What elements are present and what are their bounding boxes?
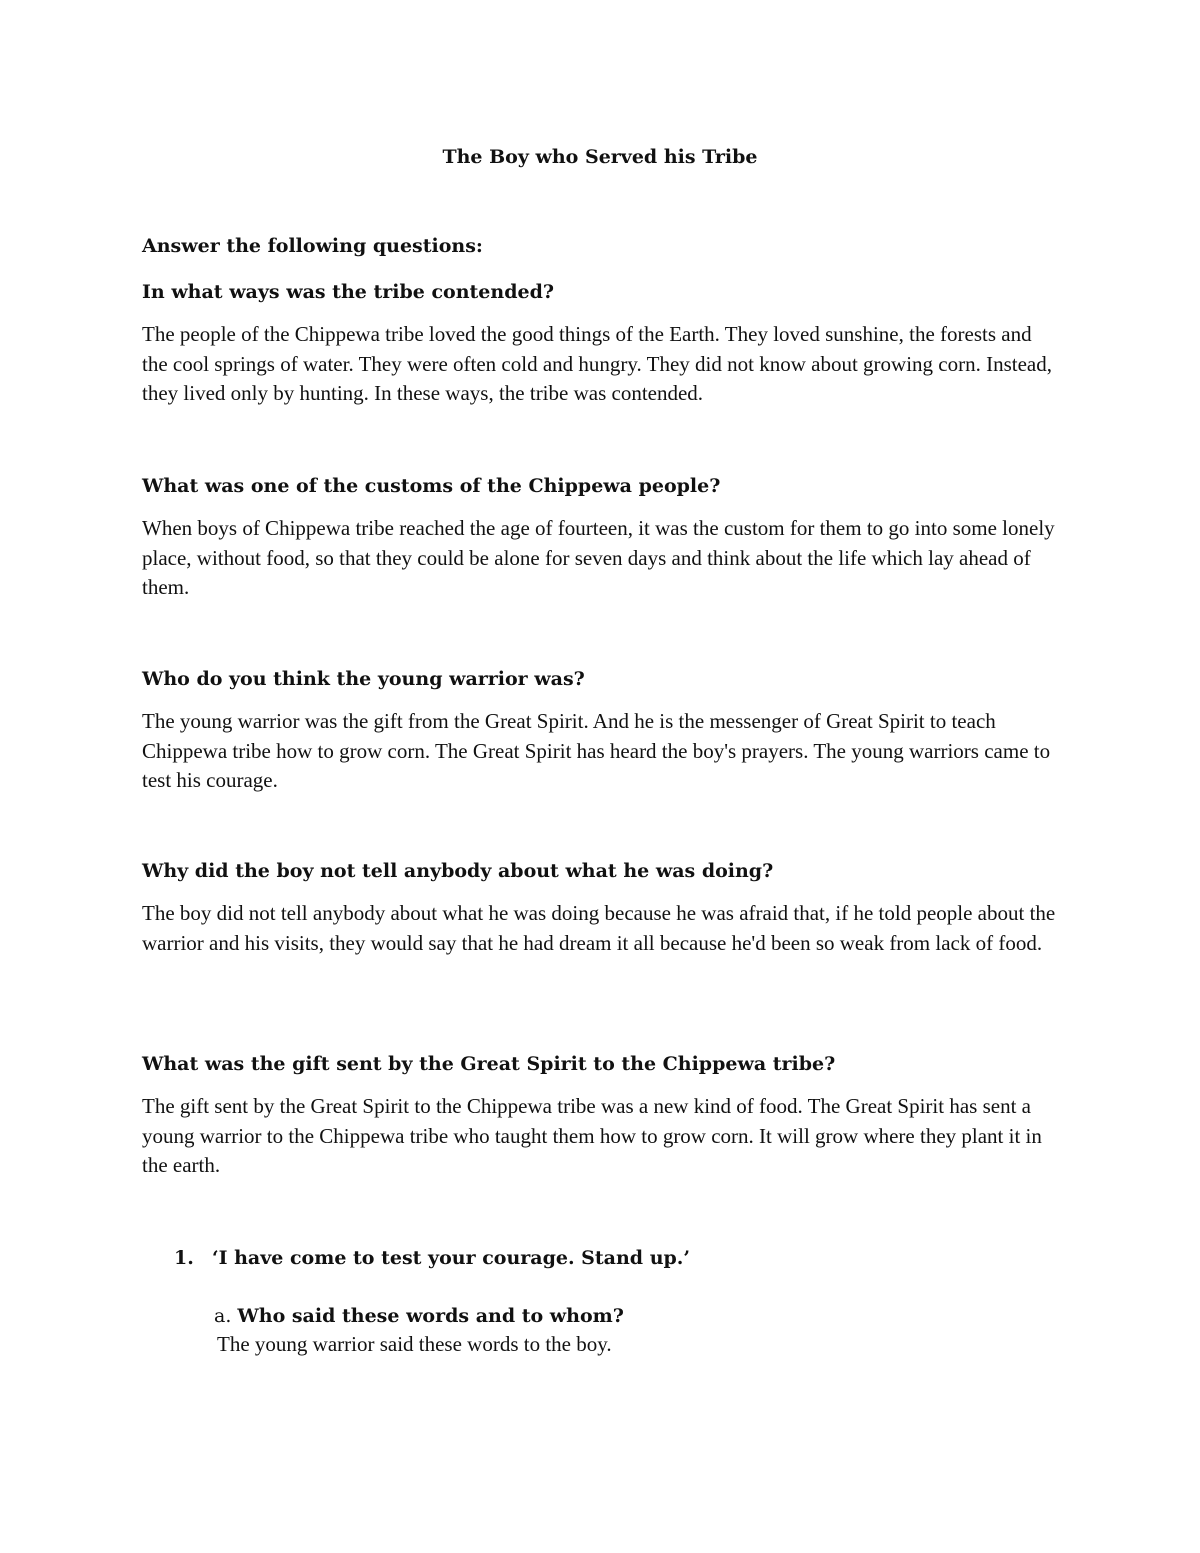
subquestion-letter: a. <box>214 1305 232 1327</box>
extract-quote: ‘I have come to test your courage. Stand up.’ <box>212 1247 691 1269</box>
answer-paragraph: The young warrior was the gift from the Great Spirit. And he is the messenger of Great Spirit to teach Chippewa tribe how to grow corn. The Great Spirit has heard the boy's prayers. The young warriors came to test his courage. <box>142 709 1051 792</box>
qa-block <box>142 1050 1062 1181</box>
subquestion-text: Who said these words and to whom? <box>237 1305 624 1327</box>
question-heading: What was the gift sent by the Great Spirit to the Chippewa tribe? <box>142 1053 836 1075</box>
extract-quote-item <box>174 1244 690 1272</box>
document-title: The Boy who Served his Tribe <box>442 146 758 168</box>
instruction-heading: Answer the following questions: <box>142 235 483 257</box>
answer-paragraph: When boys of Chippewa tribe reached the age of fourteen, it was the custom for them to go into some lonely place, without food, so that they could be alone for seven days and think about the life which lay ahead of them. <box>142 516 1055 599</box>
answer-paragraph: The boy did not tell anybody about what he was doing because he was afraid that, if he told people about the warrior and his visits, they would say that he had dream it all because he'd been so weak from lack of food. <box>142 901 1056 955</box>
answer-paragraph: The people of the Chippewa tribe loved the good things of the Earth. They loved sunshine, the forests and the cool springs of water. They were often cold and hungry. They did not know about growing corn. Instead, they lived only by hunting. In these ways, the tribe was contended. <box>142 322 1052 405</box>
question-heading: What was one of the customs of the Chippewa people? <box>142 475 721 497</box>
qa-block <box>142 278 1062 409</box>
qa-block <box>142 857 1062 958</box>
qa-block <box>142 472 1062 603</box>
list-number: 1. <box>174 1247 194 1269</box>
extract-subquestion <box>214 1302 1074 1359</box>
question-heading: Why did the boy not tell anybody about what he was doing? <box>142 860 774 882</box>
qa-block <box>142 665 1062 796</box>
answer-paragraph: The gift sent by the Great Spirit to the Chippewa tribe was a new kind of food. The Great Spirit has sent a young warrior to the Chippewa tribe who taught them how to grow corn. It will grow where they plant it in the earth. <box>142 1094 1042 1177</box>
subquestion-line <box>214 1302 1074 1330</box>
question-heading: Who do you think the young warrior was? <box>142 668 585 690</box>
question-heading: In what ways was the tribe contended? <box>142 281 554 303</box>
subquestion-answer: The young warrior said these words to the boy. <box>217 1332 612 1356</box>
